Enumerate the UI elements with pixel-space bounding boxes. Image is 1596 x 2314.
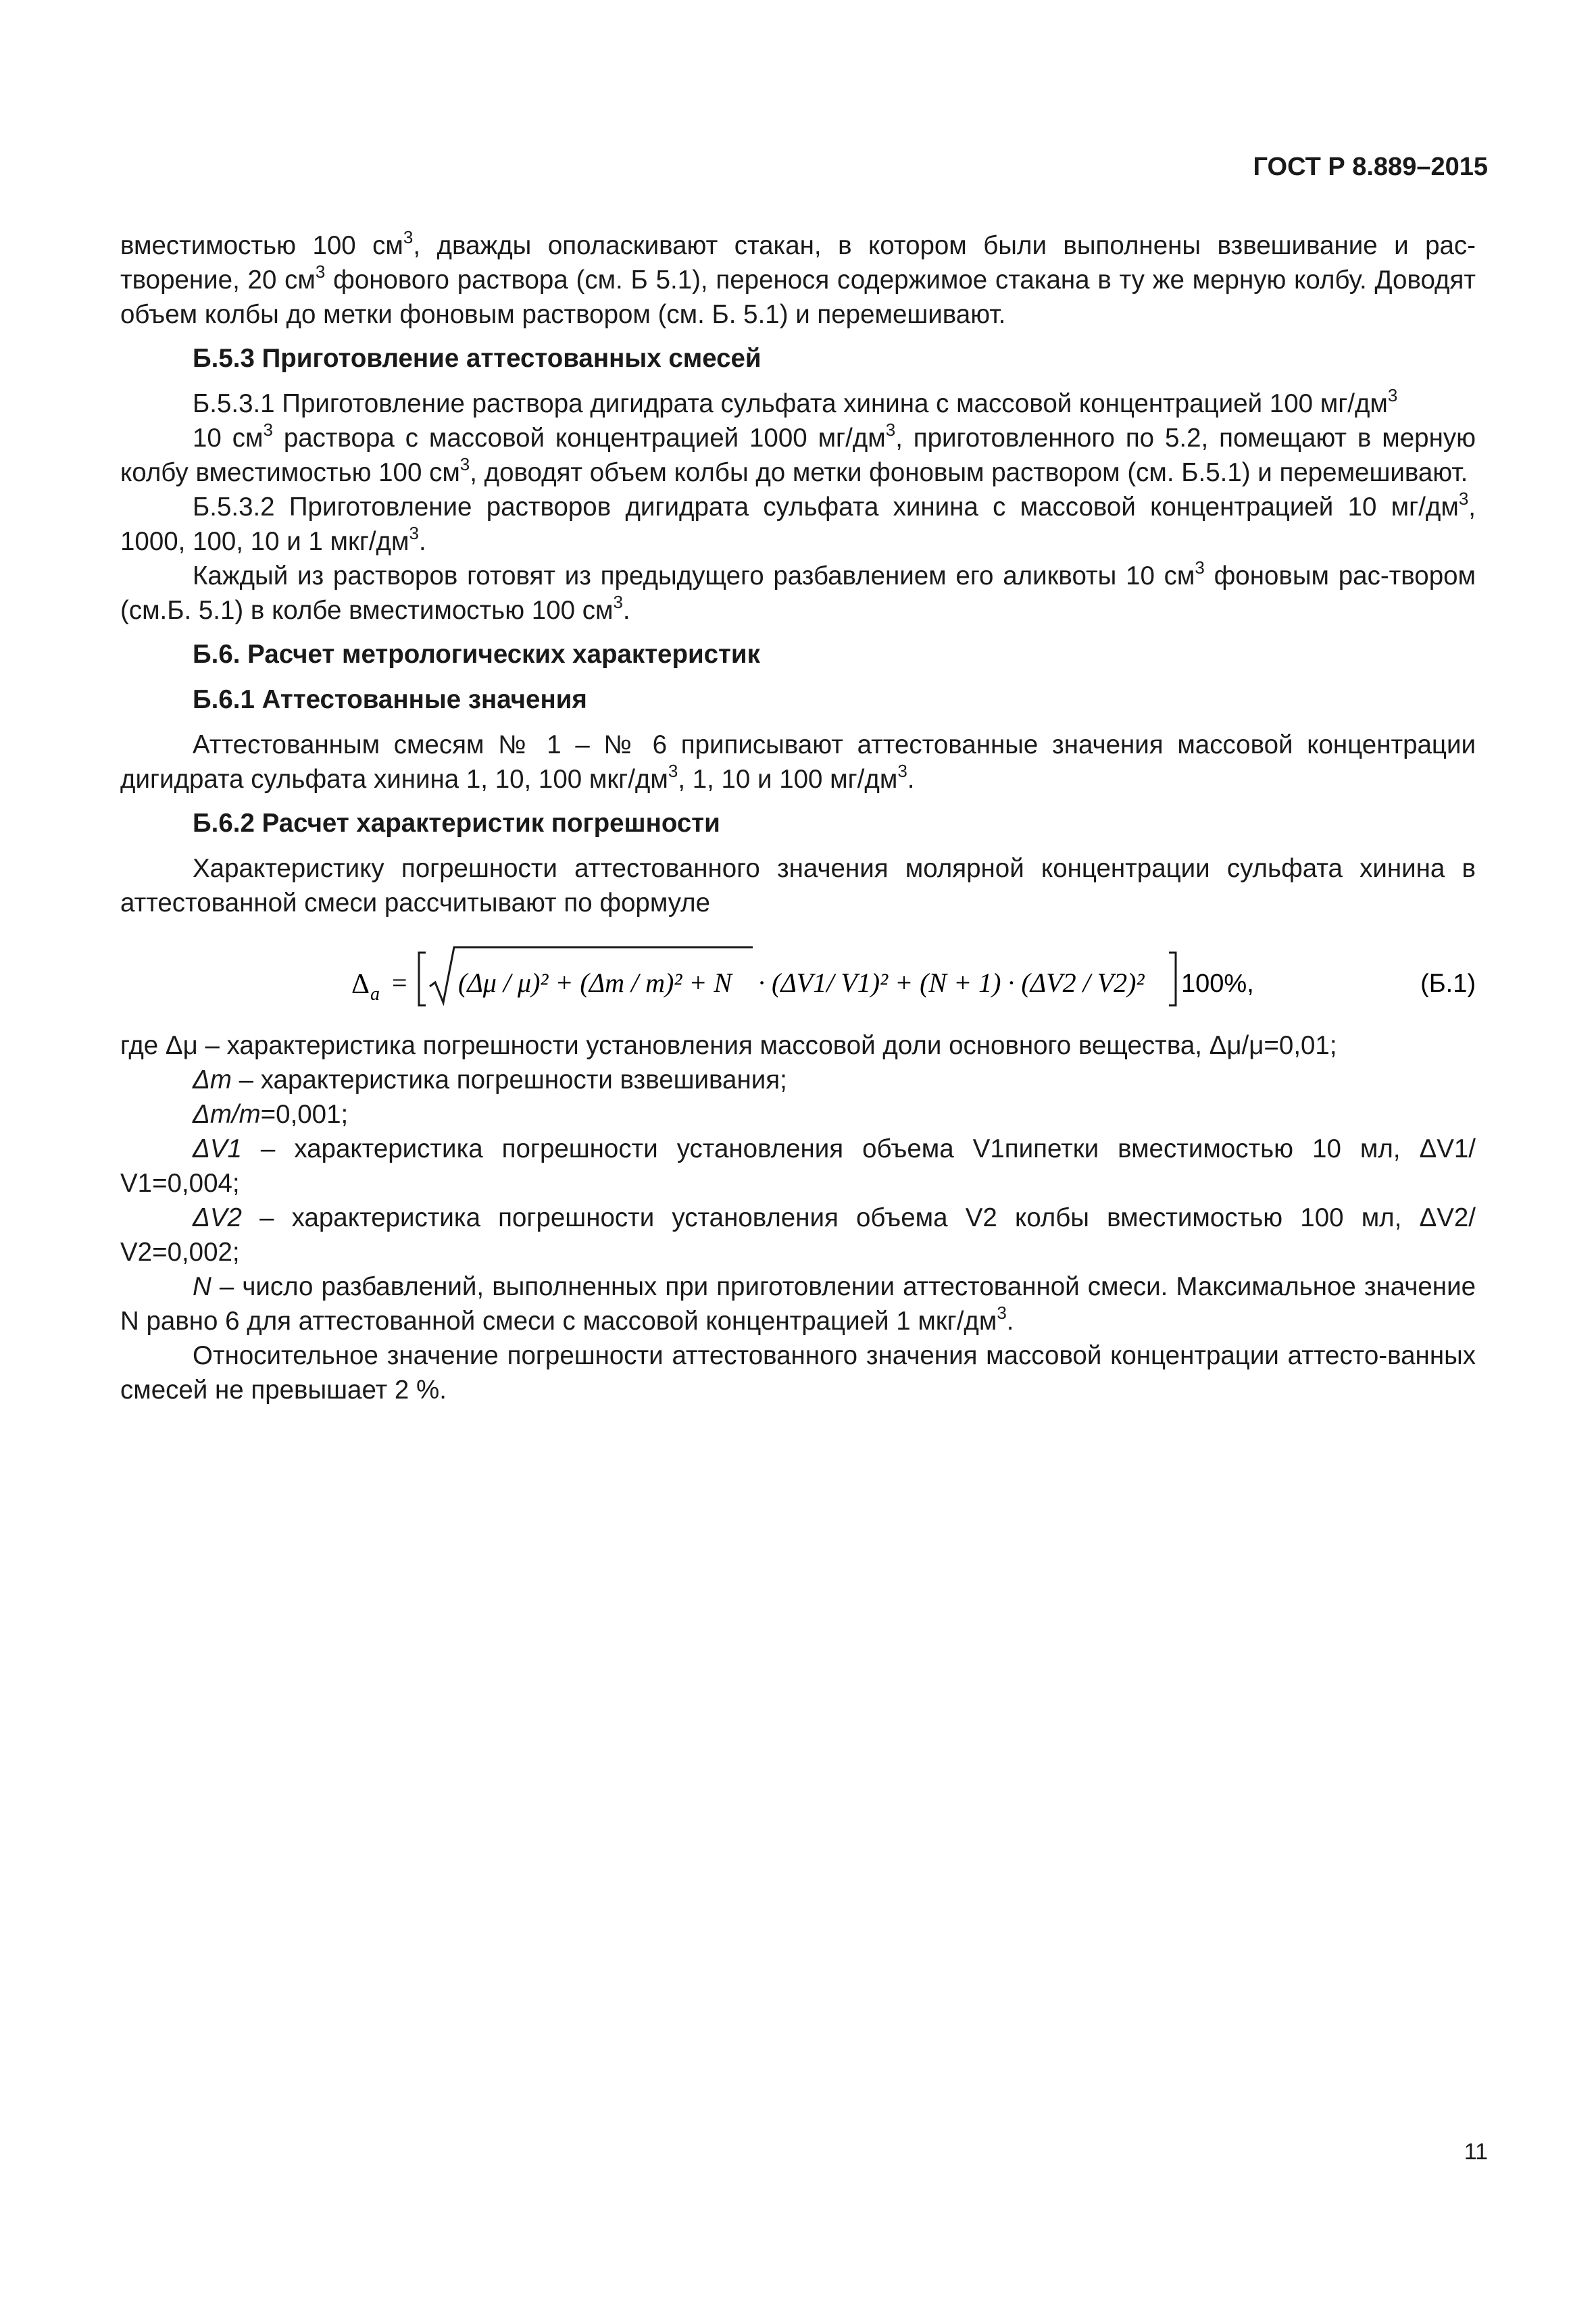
formula-sqrt-content: (Δμ / μ)² + (Δm / m)² + N	[458, 967, 732, 998]
heading-b61: Б.6.1 Аттестованные значения	[193, 685, 587, 714]
where-line-dv2: ΔV2 – характеристика погрешности установления объема V2 колбы вместимостью 100 мл, ΔV2/ V2=0,002;	[120, 1203, 1476, 1267]
paragraph-b532: Б.5.3.2 Приготовление растворов дигидрата сульфата хинина с массовой концентрацией 10 $мг/дм^3$, 1000, 100, 10 и 1 мкг/$дм^3$.	[120, 488, 1476, 556]
formula-percent: 100%,	[1181, 970, 1254, 998]
where-line-dmu: где Δμ – характеристика погрешности установления массовой доли основного вещества, Δμ/μ=0,01;	[120, 1031, 1337, 1060]
formula-lhs-sub: a	[370, 984, 380, 1005]
where-line-dmm: Δm/m=0,001;	[193, 1100, 349, 1129]
where-line-dv1: ΔV1 – характеристика погрешности установления объема V1пипетки вместимостью 10 мл, ΔV1/ V1=0,004;	[120, 1134, 1476, 1198]
page-number: 11	[1464, 2139, 1488, 2165]
heading-b62: Б.6.2 Расчет характеристик погрешности	[193, 809, 720, 838]
intro-paragraph: вместимостью 100 $см^3$, дважды ополаскивают стакан, в котором были выполнены взвешивание и рас-творение, 20 $см^3$ фонового раствора (см. Б 5.1), перенося содержимое стакана в ту же мерную колбу. Доводят объем колбы до метки фоновым раствором (см. Б. 5.1) и перемешивают.	[120, 227, 1476, 329]
document-body	[120, 228, 1476, 1407]
formula-graphic	[120, 932, 1476, 1013]
paragraph-b62: Характеристику погрешности аттестованного значения молярной концентрации сульфата хинина в аттестованной смеси рассчитывают по формуле	[120, 854, 1476, 917]
formula-equals: =	[392, 967, 407, 998]
document-header: ГОСТ Р 8.889–2015	[1253, 153, 1488, 181]
where-line-dm: Δm – характеристика погрешности взвешивания;	[193, 1065, 787, 1095]
paragraph-conclusion: Относительное значение погрешности аттестованного значения массовой концентрации аттесто-ванных смесей не превышает 2 %.	[120, 1341, 1476, 1405]
paragraph-dilution: Каждый из растворов готовят из предыдущего разбавлением его аликвоты 10 $см^3$ фоновым рас-твором (см.Б. 5.1) в колбе вместимостью 100 $см^3$.	[120, 557, 1476, 625]
left-bracket	[419, 953, 426, 1005]
formula-lhs: Δ	[351, 969, 370, 1000]
where-line-n: N – число разбавлений, выполненных при приготовлении аттестованной смеси. Максимальное значение N равно 6 для аттестованной смеси с массовой концентрацией 1 мкг/$дм^3$.	[120, 1272, 1476, 1336]
formula-rest: · (ΔV1/ V1)² + (N + 1) · (ΔV2 / V2)²	[758, 967, 1145, 998]
right-bracket	[1169, 953, 1176, 1005]
paragraph-b531-body: 10 $см^3$ раствора с массовой концентрацией 1000 $мг/дм^3$, приготовленного по 5.2, помещают в мерную колбу вместимостью 100 $см^3$, доводят объем колбы до метки фоновым раствором (см. Б.5.1) и перемешивают.	[120, 420, 1476, 487]
heading-b53: Б.5.3 Приготовление аттестованных смесей	[193, 344, 762, 373]
formula-b1	[120, 932, 1476, 1013]
paragraph-b531: Б.5.3.1 Приготовление раствора дигидрата сульфата хинина с массовой концентрацией 100 $мг/дм^3$	[193, 385, 1398, 418]
paragraph-b61: Аттестованным смесям № 1 – № 6 приписывают аттестованные значения массовой концентрации дигидрата сульфата хинина 1, 10, 100 мкг/$дм^3$, 1, 10 и 100 $мг/дм^3$.	[120, 730, 1476, 794]
heading-b6: Б.6. Расчет метрологических характеристик	[193, 640, 760, 669]
formula-number: (Б.1)	[1420, 970, 1476, 998]
